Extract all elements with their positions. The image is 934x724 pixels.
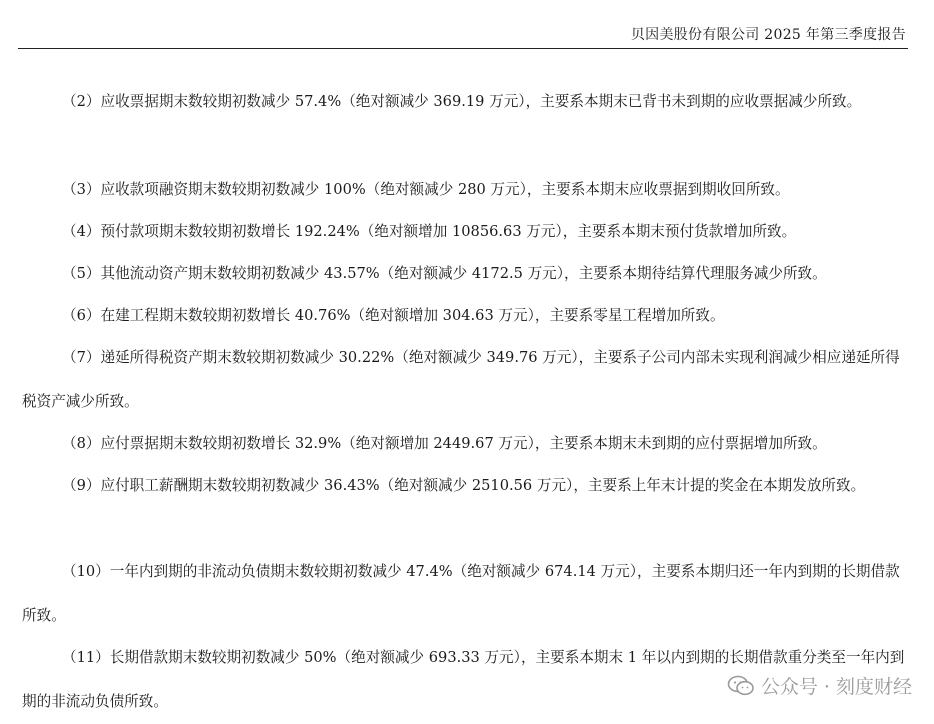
note-11: （11）长期借款期末数较期初数减少 50%（绝对额减少 693.33 万元），主要系本期末 1 年以内到期的长期借款重分类至一年内到期的非流动负债所致。	[22, 649, 905, 710]
wechat-icon	[727, 675, 755, 697]
watermark-text: 公众号 · 刻度财经	[760, 676, 912, 698]
note-2: （2）应收票据期末数较期初数减少 57.4%（绝对额减少 369.19 万元），主要系本期末已背书未到期的应收票据减少所致。	[62, 93, 862, 110]
note-10: （10）一年内到期的非流动负债期末数较期初数减少 47.4%（绝对额减少 674.14 万元），主要系本期归还一年内到期的长期借款所致。	[22, 563, 900, 624]
note-9: （9）应付职工薪酬期末数较期初数减少 36.43%（绝对额减少 2510.56 万元），主要系上年末计提的奖金在本期发放所致。	[62, 477, 866, 494]
note-5: （5）其他流动资产期末数较期初数减少 43.57%（绝对额减少 4172.5 万元），主要系本期待结算代理服务减少所致。	[62, 265, 827, 282]
note-6: （6）在建工程期末数较期初数增长 40.76%（绝对额增加 304.63 万元），主要系零星工程增加所致。	[62, 307, 725, 324]
note-4: （4）预付款项期末数较期初数增长 192.24%（绝对额增加 10856.63 万元），主要系本期末预付货款增加所致。	[62, 223, 797, 240]
report-title: 贝因美股份有限公司 2025 年第三季度报告	[630, 27, 906, 43]
note-3: （3）应收款项融资期末数较期初数减少 100%（绝对额减少 280 万元），主要系本期末应收票据到期收回所致。	[62, 181, 790, 198]
note-7: （7）递延所得税资产期末数较期初数减少 30.22%（绝对额减少 349.76 万元），主要系子公司内部未实现利润减少相应递延所得税资产减少所致。	[22, 349, 900, 410]
watermark	[727, 672, 912, 699]
note-8: （8）应付票据期末数较期初数增长 32.9%（绝对额增加 2449.67 万元），主要系本期末未到期的应付票据增加所致。	[62, 435, 827, 452]
